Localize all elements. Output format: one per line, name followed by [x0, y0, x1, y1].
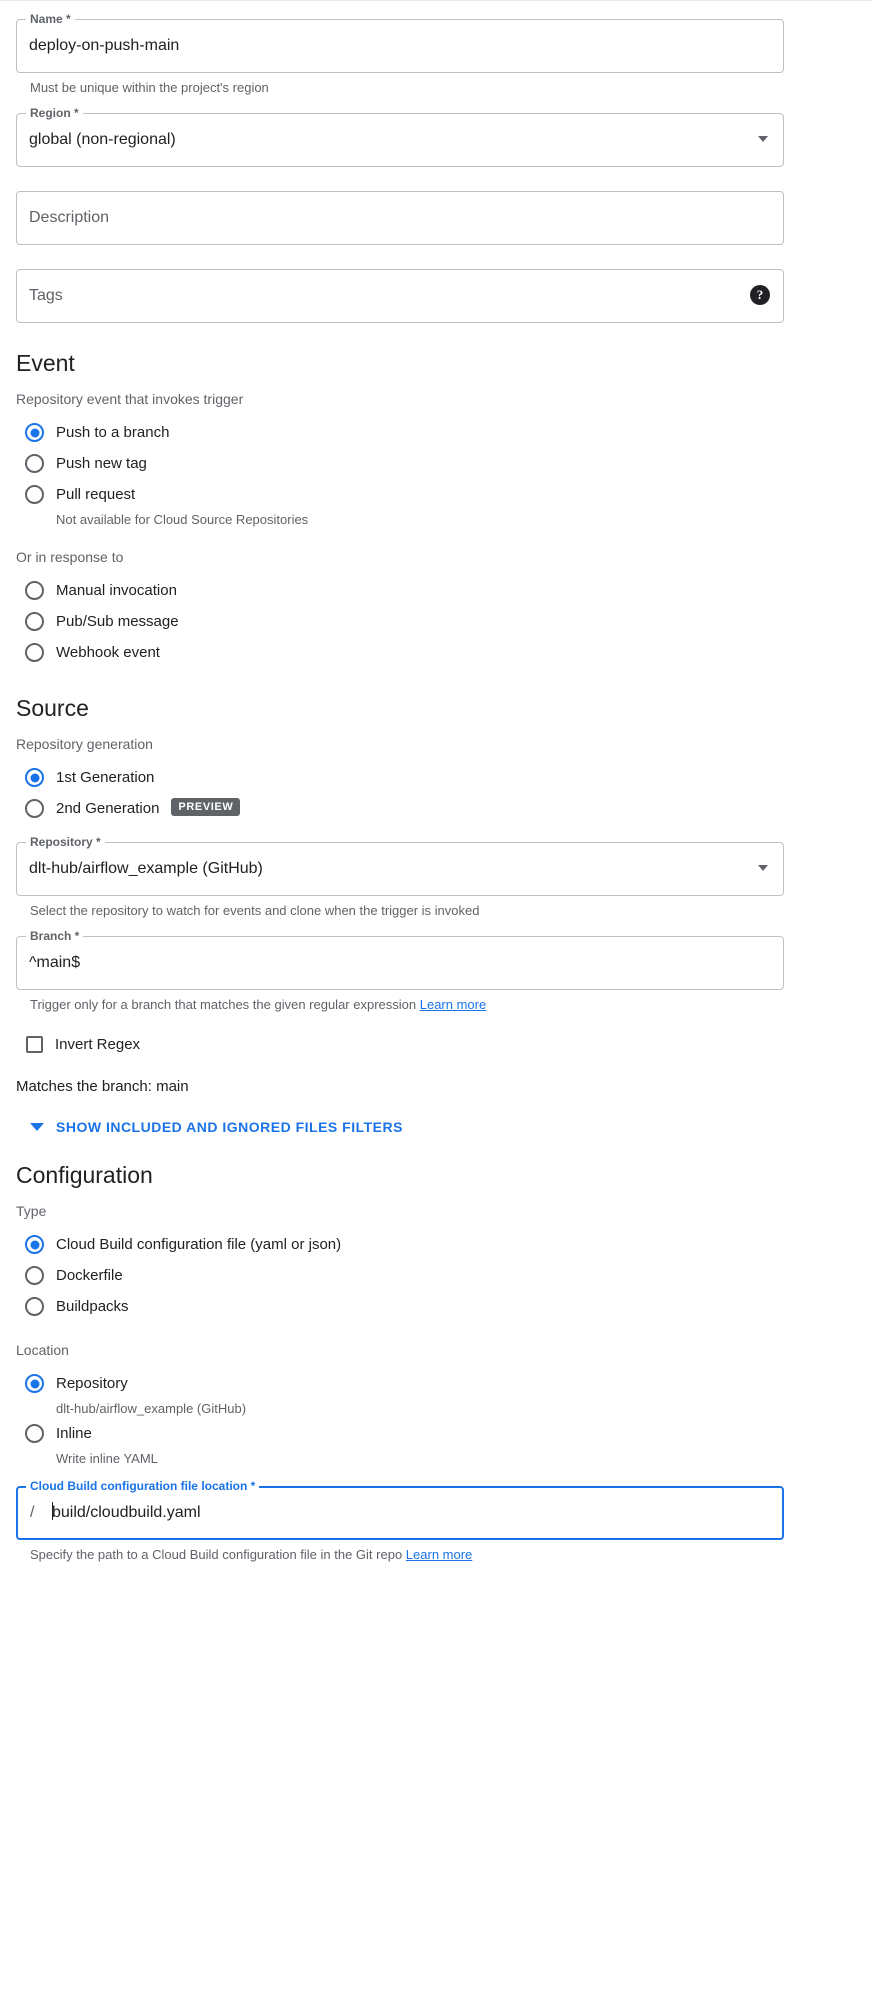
repository-select-value: dlt-hub/airflow_example (GitHub)	[29, 860, 263, 877]
radio-label: Cloud Build configuration file (yaml or json)	[56, 1236, 342, 1253]
radio-1st-generation[interactable]	[16, 762, 784, 793]
radio-push-new-tag[interactable]	[16, 448, 784, 479]
form-content	[0, 1, 784, 1564]
event-section-heading: Event	[16, 350, 75, 376]
config-file-location-text: build/cloudbuild.yaml	[52, 1504, 201, 1521]
radio-webhook-event[interactable]	[16, 637, 784, 668]
event-sublabel: Repository event that invokes trigger	[16, 391, 244, 407]
radio-icon	[25, 1424, 44, 1443]
invert-regex-label: Invert Regex	[55, 1036, 141, 1053]
branch-helper-label: Trigger only for a branch that matches the given regular expression	[30, 997, 417, 1012]
branch-learn-more-link[interactable]: Learn more	[419, 997, 487, 1012]
config-file-learn-more-link[interactable]: Learn more	[405, 1547, 473, 1562]
radio-2nd-generation[interactable]	[16, 793, 784, 824]
radio-label: Push new tag	[56, 455, 147, 472]
name-input-label: Name *	[26, 11, 75, 27]
radio-label: Inline	[56, 1425, 92, 1442]
description-input-box	[16, 191, 784, 245]
radio-icon	[25, 454, 44, 473]
radio-label: Repository	[56, 1375, 128, 1392]
invert-regex-checkbox-row[interactable]	[16, 1030, 784, 1059]
chevron-down-icon[interactable]	[758, 136, 768, 142]
radio-pubsub-message[interactable]	[16, 606, 784, 637]
repository-select[interactable]	[16, 835, 784, 896]
location-label: Location	[16, 1342, 69, 1358]
radio-icon	[25, 581, 44, 600]
radio-label: Buildpacks	[56, 1298, 129, 1315]
radio-icon	[25, 799, 44, 818]
radio-icon	[25, 643, 44, 662]
radio-icon	[25, 1297, 44, 1316]
radio-label: Pull request	[56, 486, 136, 503]
radio-manual-invocation[interactable]	[16, 575, 784, 606]
pull-request-note: Not available for Cloud Source Repositories	[56, 512, 309, 527]
branch-input-box	[16, 936, 784, 990]
radio-location-inline[interactable]	[16, 1418, 784, 1449]
branch-match-text: Matches the branch: main	[16, 1078, 189, 1095]
region-select[interactable]	[16, 106, 784, 167]
radio-label: 2nd Generation	[56, 800, 160, 817]
radio-label: Pub/Sub message	[56, 613, 179, 630]
radio-icon-checked	[25, 1374, 44, 1393]
configuration-section-heading: Configuration	[16, 1162, 153, 1188]
type-label: Type	[16, 1203, 47, 1219]
show-files-filters-label: SHOW INCLUDED AND IGNORED FILES FILTERS	[56, 1119, 403, 1135]
radio-dockerfile[interactable]	[16, 1260, 784, 1291]
radio-pull-request[interactable]	[16, 479, 784, 510]
radio-cloud-build-config-file[interactable]	[16, 1229, 784, 1260]
name-input-value: deploy-on-push-main	[29, 37, 180, 54]
radio-buildpacks[interactable]	[16, 1291, 784, 1322]
tags-input[interactable]	[16, 269, 784, 323]
region-select-value: global (non-regional)	[29, 131, 176, 148]
config-file-location-label: Cloud Build configuration file location *	[26, 1478, 259, 1494]
branch-input-value: ^main$	[29, 954, 81, 971]
radio-icon	[25, 612, 44, 631]
branch-input-label: Branch *	[26, 928, 83, 944]
help-icon[interactable]: ?	[750, 285, 770, 305]
tags-placeholder: Tags	[29, 287, 63, 304]
repository-generation-label: Repository generation	[16, 736, 153, 752]
radio-icon-checked	[25, 423, 44, 442]
branch-helper-text	[30, 996, 784, 1014]
repository-select-label: Repository *	[26, 834, 105, 850]
config-file-helper-text	[30, 1546, 784, 1564]
radio-label: Push to a branch	[56, 424, 170, 441]
radio-icon-checked	[25, 1235, 44, 1254]
region-select-label: Region *	[26, 105, 83, 121]
branch-input[interactable]	[16, 929, 784, 990]
preview-badge: PREVIEW	[171, 798, 240, 816]
chevron-down-icon[interactable]	[758, 865, 768, 871]
radio-icon	[25, 1266, 44, 1285]
repository-helper-text: Select the repository to watch for events and clone when the trigger is invoked	[30, 903, 480, 918]
name-helper-text: Must be unique within the project's region	[30, 80, 269, 95]
source-section-heading: Source	[16, 695, 89, 721]
radio-label: Webhook event	[56, 644, 160, 661]
config-file-location-value	[52, 1502, 201, 1524]
name-input[interactable]	[16, 12, 784, 73]
radio-label: 1st Generation	[56, 769, 155, 786]
radio-location-repository[interactable]	[16, 1368, 784, 1399]
radio-push-to-branch[interactable]	[16, 417, 784, 448]
location-inline-sub: Write inline YAML	[56, 1451, 158, 1466]
checkbox-icon	[26, 1036, 43, 1053]
location-repository-sub: dlt-hub/airflow_example (GitHub)	[56, 1401, 247, 1416]
config-file-helper-label: Specify the path to a Cloud Build configuration file in the Git repo	[30, 1547, 403, 1562]
show-files-filters-expander[interactable]	[30, 1119, 784, 1135]
tags-input-box	[16, 269, 784, 323]
description-placeholder: Description	[29, 209, 110, 226]
config-file-location-input[interactable]	[16, 1479, 784, 1540]
radio-label: Dockerfile	[56, 1267, 123, 1284]
config-file-path-prefix: /	[30, 1504, 35, 1521]
radio-label: Manual invocation	[56, 582, 177, 599]
radio-icon	[25, 485, 44, 504]
chevron-down-icon	[30, 1123, 44, 1131]
or-in-response-to-label: Or in response to	[16, 549, 124, 565]
description-input[interactable]	[16, 191, 784, 245]
radio-icon-checked	[25, 768, 44, 787]
